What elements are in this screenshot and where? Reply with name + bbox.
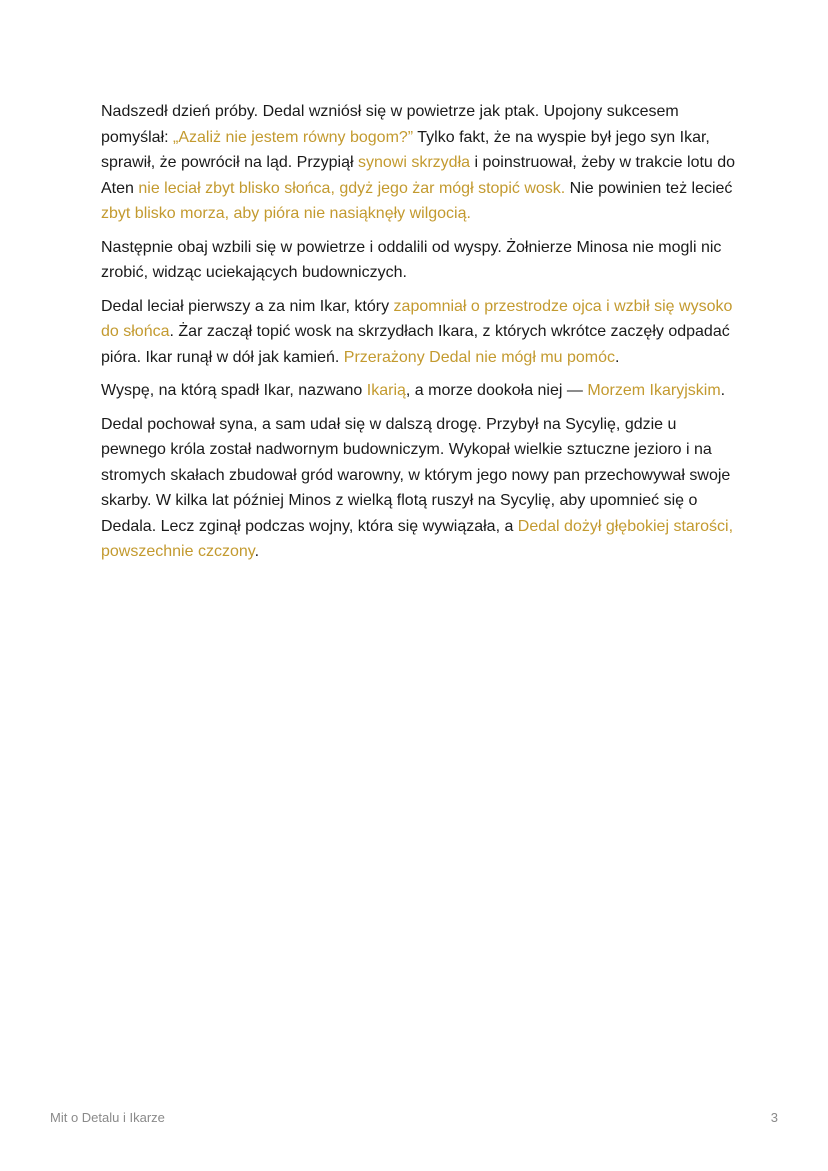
highlighted-phrase: synowi skrzydła: [358, 154, 471, 171]
paragraph: [101, 235, 741, 286]
highlighted-phrase: nie leciał zbyt blisko słońca, gdyż jego żar mógł stopić wosk.: [138, 179, 566, 197]
paragraph: [101, 99, 741, 227]
text-run: Nadszedł dzień próby. Dedal wzniósł się w powietrze jak ptak. Upojony sukcesem pomyślał:: [101, 103, 679, 146]
highlighted-phrase: zapomniał o przestrodze ojca i wzbił się wysoko do słońca: [101, 297, 733, 340]
page-footer: [50, 1110, 778, 1125]
highlighted-phrase: Ikarią: [366, 382, 406, 399]
text-run: .: [254, 543, 260, 560]
text-run: , a morze dookoła niej —: [405, 382, 588, 399]
paragraph: [101, 412, 741, 565]
text-run: .: [720, 382, 726, 399]
text-run: Następnie obaj wzbili się w powietrze i oddalili od wyspy. Żołnierze Minosa nie mogli nic zrobić, widząc uciekających budowniczych.: [101, 238, 722, 281]
highlighted-phrase: Morzem Ikaryjskim: [587, 382, 721, 399]
text-run: Tylko fakt, że na wyspie był jego syn Ikar, sprawił, że powrócił na ląd. Przypiął: [101, 128, 710, 171]
document-body: [101, 99, 741, 573]
text-run: Nie powinien też lecieć: [565, 179, 733, 197]
page-number: 3: [770, 1110, 778, 1125]
text-run: .: [615, 348, 620, 366]
highlighted-phrase: Przerażony Dedal nie mógł mu pomóc: [343, 348, 616, 366]
text-run: Wyspę, na którą spadł Ikar, nazwano: [101, 382, 367, 399]
highlighted-quote: „Azaliż nie jestem równy bogom?”: [173, 128, 414, 146]
text-run: . Żar zaczął topić wosk na skrzydłach Ikara, z których wkrótce zaczęły odpadać pióra. Ikar runął w dół jak kamień.: [101, 323, 730, 366]
footer-title: Mit o Detalu i Ikarze: [50, 1110, 165, 1125]
highlighted-phrase: zbyt blisko morza, aby pióra nie nasiąknęły wilgocią.: [101, 205, 471, 222]
text-run: Dedal pochował syna, a sam udał się w dalszą drogę. Przybył na Sycylię, gdzie u pewnego króla został nadwornym budowniczym. Wykopał wielkie sztuczne jezioro i na stromych skałach zbudował gród warowny, w którym jego nowy pan przechowywał swoje skarby. W kilka lat później Minos z wielką flotą ruszył na Sycylię, aby upomnieć się o Dedala. Lecz zginął podczas wojny, która się wywiązała, a: [101, 415, 731, 535]
paragraph: [101, 294, 741, 371]
paragraph: [101, 378, 741, 404]
text-run: Dedal leciał pierwszy a za nim Ikar, który: [101, 297, 394, 315]
highlighted-phrase: Dedal dożył głębokiej starości, powszechnie czczony: [101, 517, 734, 560]
text-run: i poinstruował, żeby w trakcie lotu do Aten: [101, 154, 736, 197]
